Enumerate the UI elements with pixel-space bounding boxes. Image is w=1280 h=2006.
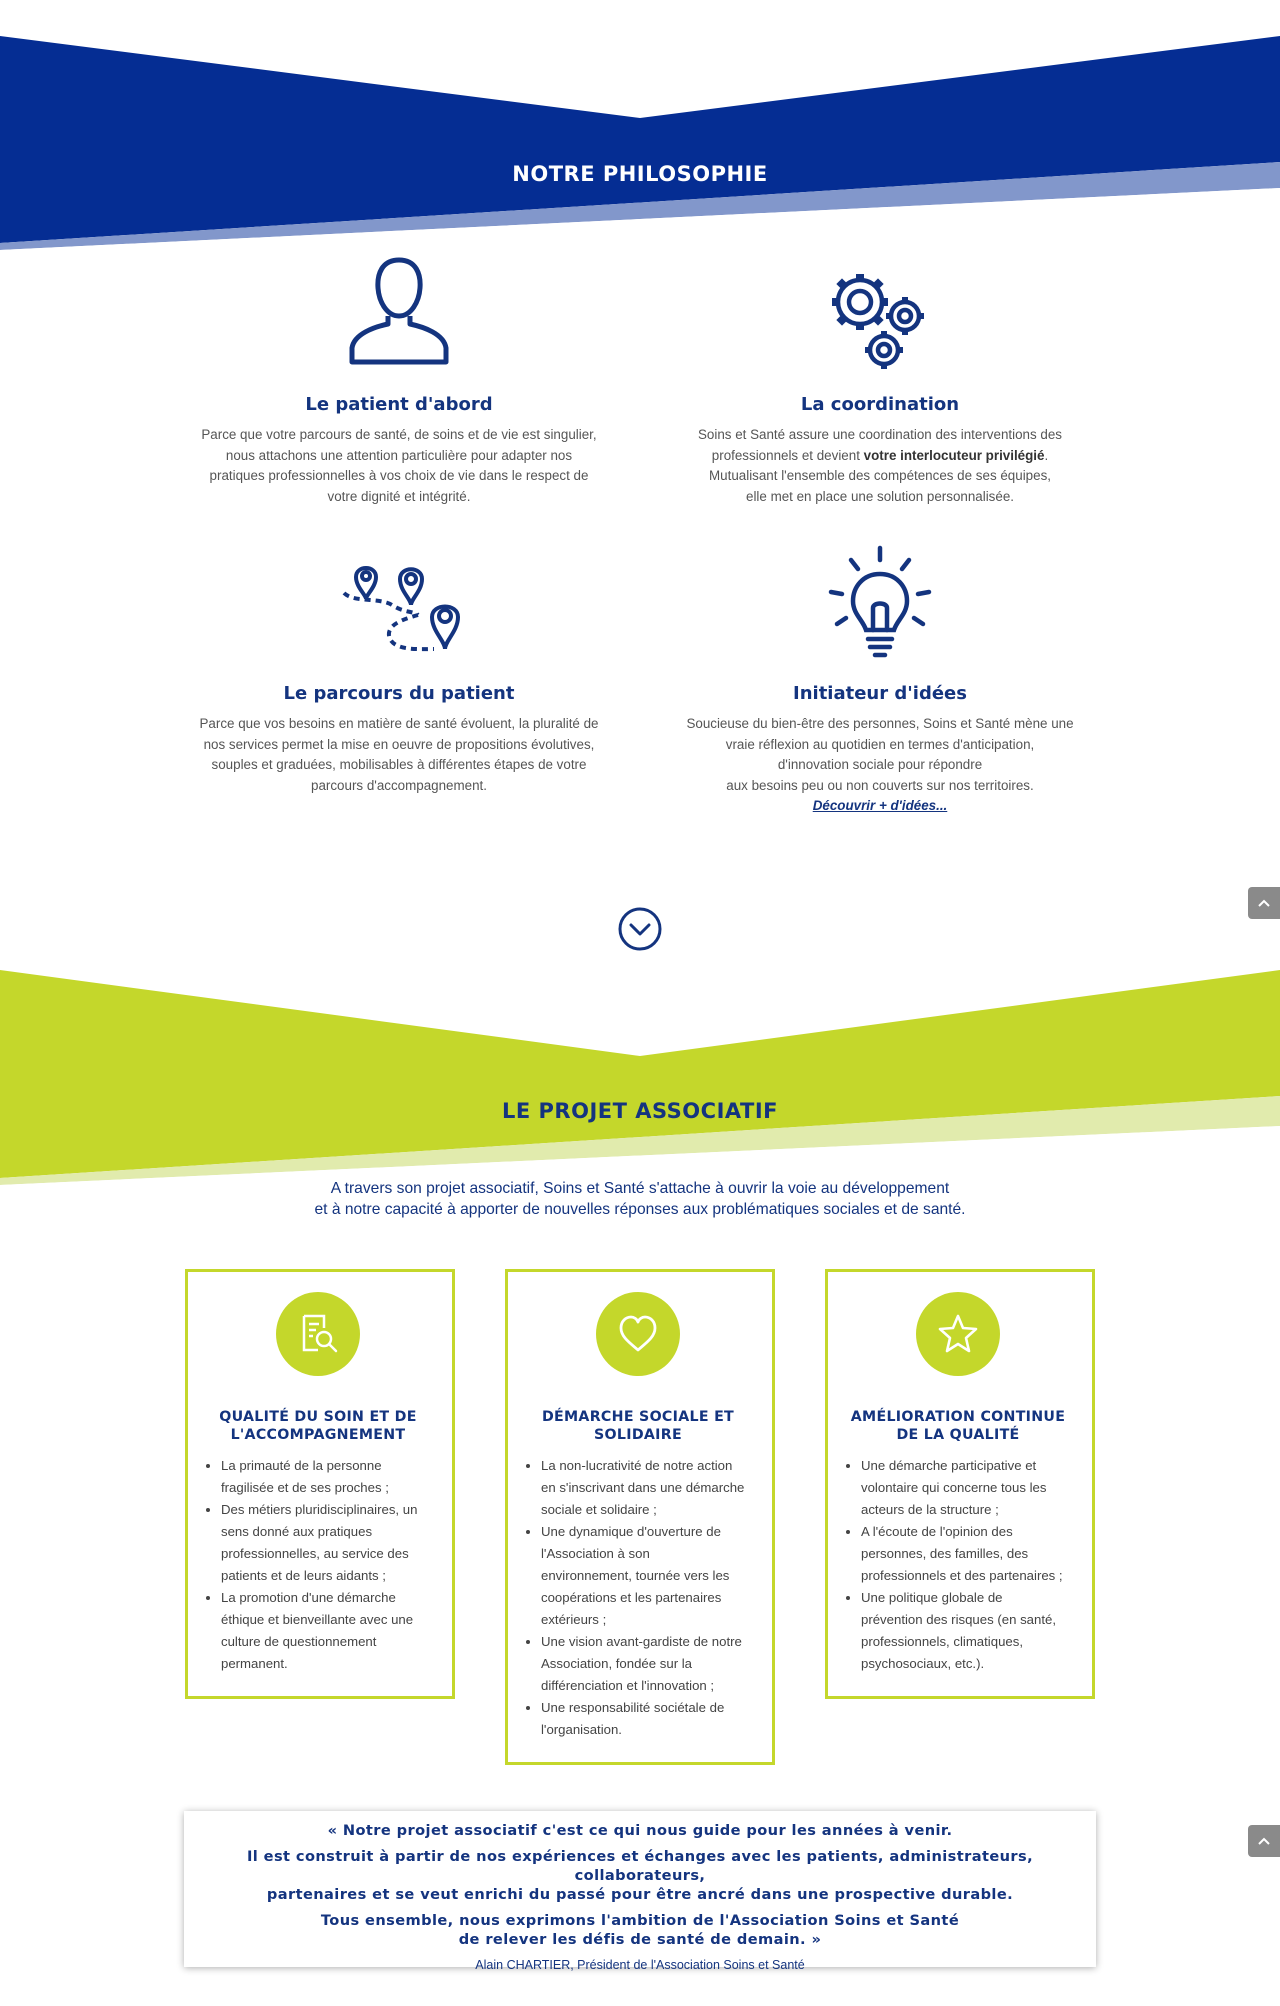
star-icon <box>936 1312 980 1356</box>
discover-ideas-link[interactable]: Découvrir + d'idées... <box>812 798 948 813</box>
chevron-down-circle-icon <box>617 906 663 952</box>
quote-line: Il est construit à partir de nos expériences et échanges avec les patients, administrateurs, collaborateurs, <box>246 1848 1034 1884</box>
quote-line: partenaires et se veut enrichi du passé pour être ancré dans une prospective durable. <box>266 1886 1014 1903</box>
card-title: QUALITÉ DU SOIN ET DE L'ACCOMPAGNEMENT <box>219 1409 417 1443</box>
feature-title: La coordination <box>800 394 960 415</box>
scroll-down-button[interactable] <box>617 906 663 952</box>
user-icon <box>344 250 454 370</box>
list-item: • La non-lucrativité de notre action en s'inscrivant dans une démarche sociale et solidaire ; <box>541 1455 752 1521</box>
card-list <box>524 1455 752 1741</box>
list-item: • A l'écoute de l'opinion des personnes, des familles, des professionnels et des partenaires ; <box>861 1521 1072 1587</box>
feature-title: Le patient d'abord <box>305 394 493 415</box>
feature-ideas <box>660 529 1100 816</box>
back-to-top-button[interactable] <box>1248 1825 1280 1857</box>
heart-icon <box>616 1312 660 1356</box>
philosophy-title: NOTRE PHILOSOPHIE <box>512 162 768 186</box>
quote-line: de relever les défis de santé de demain. » <box>458 1931 822 1948</box>
card-icon-circle <box>916 1292 1000 1376</box>
card-list <box>204 1455 432 1675</box>
feature-patient-first <box>179 240 619 507</box>
card-title: DÉMARCHE SOCIALE ET SOLIDAIRE <box>541 1409 735 1443</box>
gears-icon <box>820 260 940 370</box>
document-search-icon <box>296 1312 340 1356</box>
card-list <box>844 1455 1072 1675</box>
projet-intro: A travers son projet associatif, Soins et Santé s'attache à ouvrir la voie au développement et à notre capacité à apporter de nouvelles réponses aux problématiques sociales et de santé. <box>314 1180 966 1218</box>
feature-text: Soins et Santé assure une coordination des interventions des professionnels et devient votre interlocuteur privilégié. Mutualisant l'ensemble des compétences de ses équipes, elle met en place une solution personnalisée. <box>697 427 1062 504</box>
card-quality-improvement <box>825 1269 1095 1699</box>
feature-patient-journey <box>179 529 619 796</box>
list-item: • Une responsabilité sociétale de l'organisation. <box>541 1697 752 1741</box>
feature-title: Initiateur d'idées <box>793 683 967 704</box>
list-item: • La primauté de la personne fragilisée et de ses proches ; <box>221 1455 432 1499</box>
route-pins-icon <box>334 549 464 659</box>
feature-text: Soucieuse du bien-être des personnes, Soins et Santé mène une vraie réflexion au quotidien en termes d'anticipation, d'innovation sociale pour répondre aux besoins peu ou non couverts sur nos territoires. <box>686 716 1074 793</box>
feature-coordination <box>660 240 1100 507</box>
quote-line: « Notre projet associatif c'est ce qui nous guide pour les années à venir. <box>327 1822 953 1839</box>
list-item: • Une vision avant-gardiste de notre Association, fondée sur la différenciation et l'innovation ; <box>541 1631 752 1697</box>
list-item: • Une démarche participative et volontaire qui concerne tous les acteurs de la structure ; <box>861 1455 1072 1521</box>
lightbulb-icon <box>825 544 935 659</box>
philosophy-banner <box>0 0 1280 250</box>
projet-title: LE PROJET ASSOCIATIF <box>502 1099 778 1123</box>
back-to-top-button[interactable] <box>1248 887 1280 919</box>
quote-author: Alain CHARTIER, Président de l'Association Soins et Santé <box>475 1958 805 1972</box>
feature-title: Le parcours du patient <box>283 683 515 704</box>
card-quality-care <box>185 1269 455 1699</box>
list-item: • Des métiers pluridisciplinaires, un sens donné aux pratiques professionnelles, au service des patients et de leurs aidants ; <box>221 1499 432 1587</box>
projet-banner <box>0 960 1280 1185</box>
feature-text: Parce que vos besoins en matière de santé évoluent, la pluralité de nos services permet la mise en oeuvre de propositions évolutives, souples et graduées, mobilisables à différentes étapes de votre parcours d'accompagnement. <box>199 716 599 793</box>
chevron-up-icon <box>1257 1836 1271 1846</box>
card-title: AMÉLIORATION CONTINUE DE LA QUALITÉ <box>850 1409 1066 1443</box>
president-quote <box>184 1811 1096 1972</box>
card-icon-circle <box>276 1292 360 1376</box>
card-icon-circle <box>596 1292 680 1376</box>
quote-line: Tous ensemble, nous exprimons l'ambition de l'Association Soins et Santé <box>320 1912 960 1929</box>
feature-text: Parce que votre parcours de santé, de soins et de vie est singulier, nous attachons une attention particulière pour adapter nos pratiques professionnelles à vos choix de vie dans le respect de votre dignité et intégrité. <box>201 427 597 504</box>
list-item: • Une politique globale de prévention des risques (en santé, professionnels, climatiques, psychosociaux, etc.). <box>861 1587 1072 1675</box>
list-item: • Une dynamique d'ouverture de l'Association à son environnement, tournée vers les coopérations et les partenaires extérieurs ; <box>541 1521 752 1631</box>
chevron-up-icon <box>1257 898 1271 908</box>
card-social-approach <box>505 1269 775 1765</box>
list-item: • La promotion d'une démarche éthique et bienveillante avec une culture de questionnement permanent. <box>221 1587 432 1675</box>
